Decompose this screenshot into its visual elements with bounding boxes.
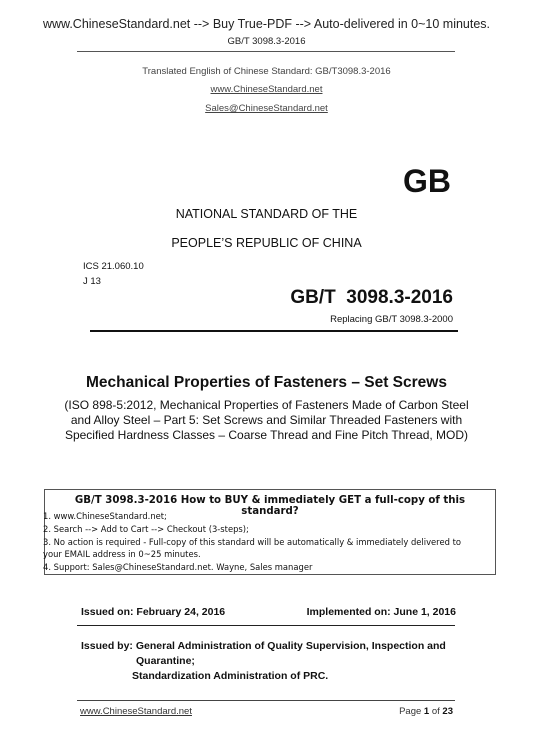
implemented-on-date: Implemented on: June 1, 2016 xyxy=(306,606,456,618)
footer-divider xyxy=(77,700,455,701)
issued-by-line-3: Standardization Administration of PRC. xyxy=(132,670,329,682)
dates-divider xyxy=(77,625,455,626)
page-of: of xyxy=(431,706,440,717)
national-standard-line2: PEOPLE’S REPUBLIC OF CHINA xyxy=(171,236,362,250)
document-title: Mechanical Properties of Fasteners – Set Screws xyxy=(86,374,447,391)
buy-step-1: 1. www.ChineseStandard.net; xyxy=(43,511,167,521)
header-banner: www.ChineseStandard.net --> Buy True-PDF --> Auto-delivered in 0~10 minutes. xyxy=(42,17,491,31)
footer-website-link[interactable]: www.ChineseStandard.net xyxy=(80,706,192,717)
issued-on-date: Issued on: February 24, 2016 xyxy=(81,606,226,618)
translation-email-link[interactable]: Sales@ChineseStandard.net xyxy=(205,103,328,114)
buy-step-4: 4. Support: Sales@ChineseStandard.net. Wayne, Sales manager xyxy=(43,562,313,572)
translation-website-link[interactable]: www.ChineseStandard.net xyxy=(210,84,323,95)
page-prefix: Page xyxy=(399,706,422,717)
subtitle-line-1: (ISO 898-5:2012, Mechanical Properties of Fasteners Made of Carbon Steel xyxy=(64,398,469,412)
buy-step-3-continued: your EMAIL address in 0~25 minutes. xyxy=(43,549,201,559)
buy-step-2: 2. Search --> Add to Cart --> Checkout (3-steps); xyxy=(43,524,249,534)
issued-by-line-2: Quarantine; xyxy=(136,655,195,667)
buy-step-3: 3. No action is required - Full-copy of this standard will be automatically & immediately delivered to xyxy=(43,537,461,547)
j-code: J 13 xyxy=(83,276,101,287)
buy-box-title: GB/T 3098.3-2016 How to BUY & immediately GET a full-copy of this standard? xyxy=(74,495,466,517)
page-indicator xyxy=(399,706,453,717)
header-standard-code: GB/T 3098.3-2016 xyxy=(227,36,306,47)
ics-code: ICS 21.060.10 xyxy=(83,261,144,272)
translation-website-link-row xyxy=(0,84,533,95)
header-divider xyxy=(77,51,455,52)
gb-mark: GB xyxy=(403,163,451,199)
title-divider xyxy=(90,330,458,332)
replacing-standard: Replacing GB/T 3098.3-2000 xyxy=(330,314,453,325)
subtitle-line-3: Specified Hardness Classes – Coarse Thread and Fine Pitch Thread, MOD) xyxy=(64,428,469,442)
translation-note: Translated English of Chinese Standard: GB/T3098.3-2016 xyxy=(142,66,391,77)
buy-info-box xyxy=(44,489,496,575)
standard-number: GB/T 3098.3-2016 xyxy=(290,287,453,308)
page-current: 1 xyxy=(423,706,430,717)
subtitle-line-2: and Alloy Steel – Part 5: Set Screws and Similar Threaded Fasteners with xyxy=(70,413,463,427)
translation-email-link-row xyxy=(0,103,533,114)
national-standard-line1: NATIONAL STANDARD OF THE xyxy=(175,207,358,221)
page-total: 23 xyxy=(442,706,453,717)
issued-by-line-1: Issued by: General Administration of Quality Supervision, Inspection and xyxy=(81,640,446,652)
